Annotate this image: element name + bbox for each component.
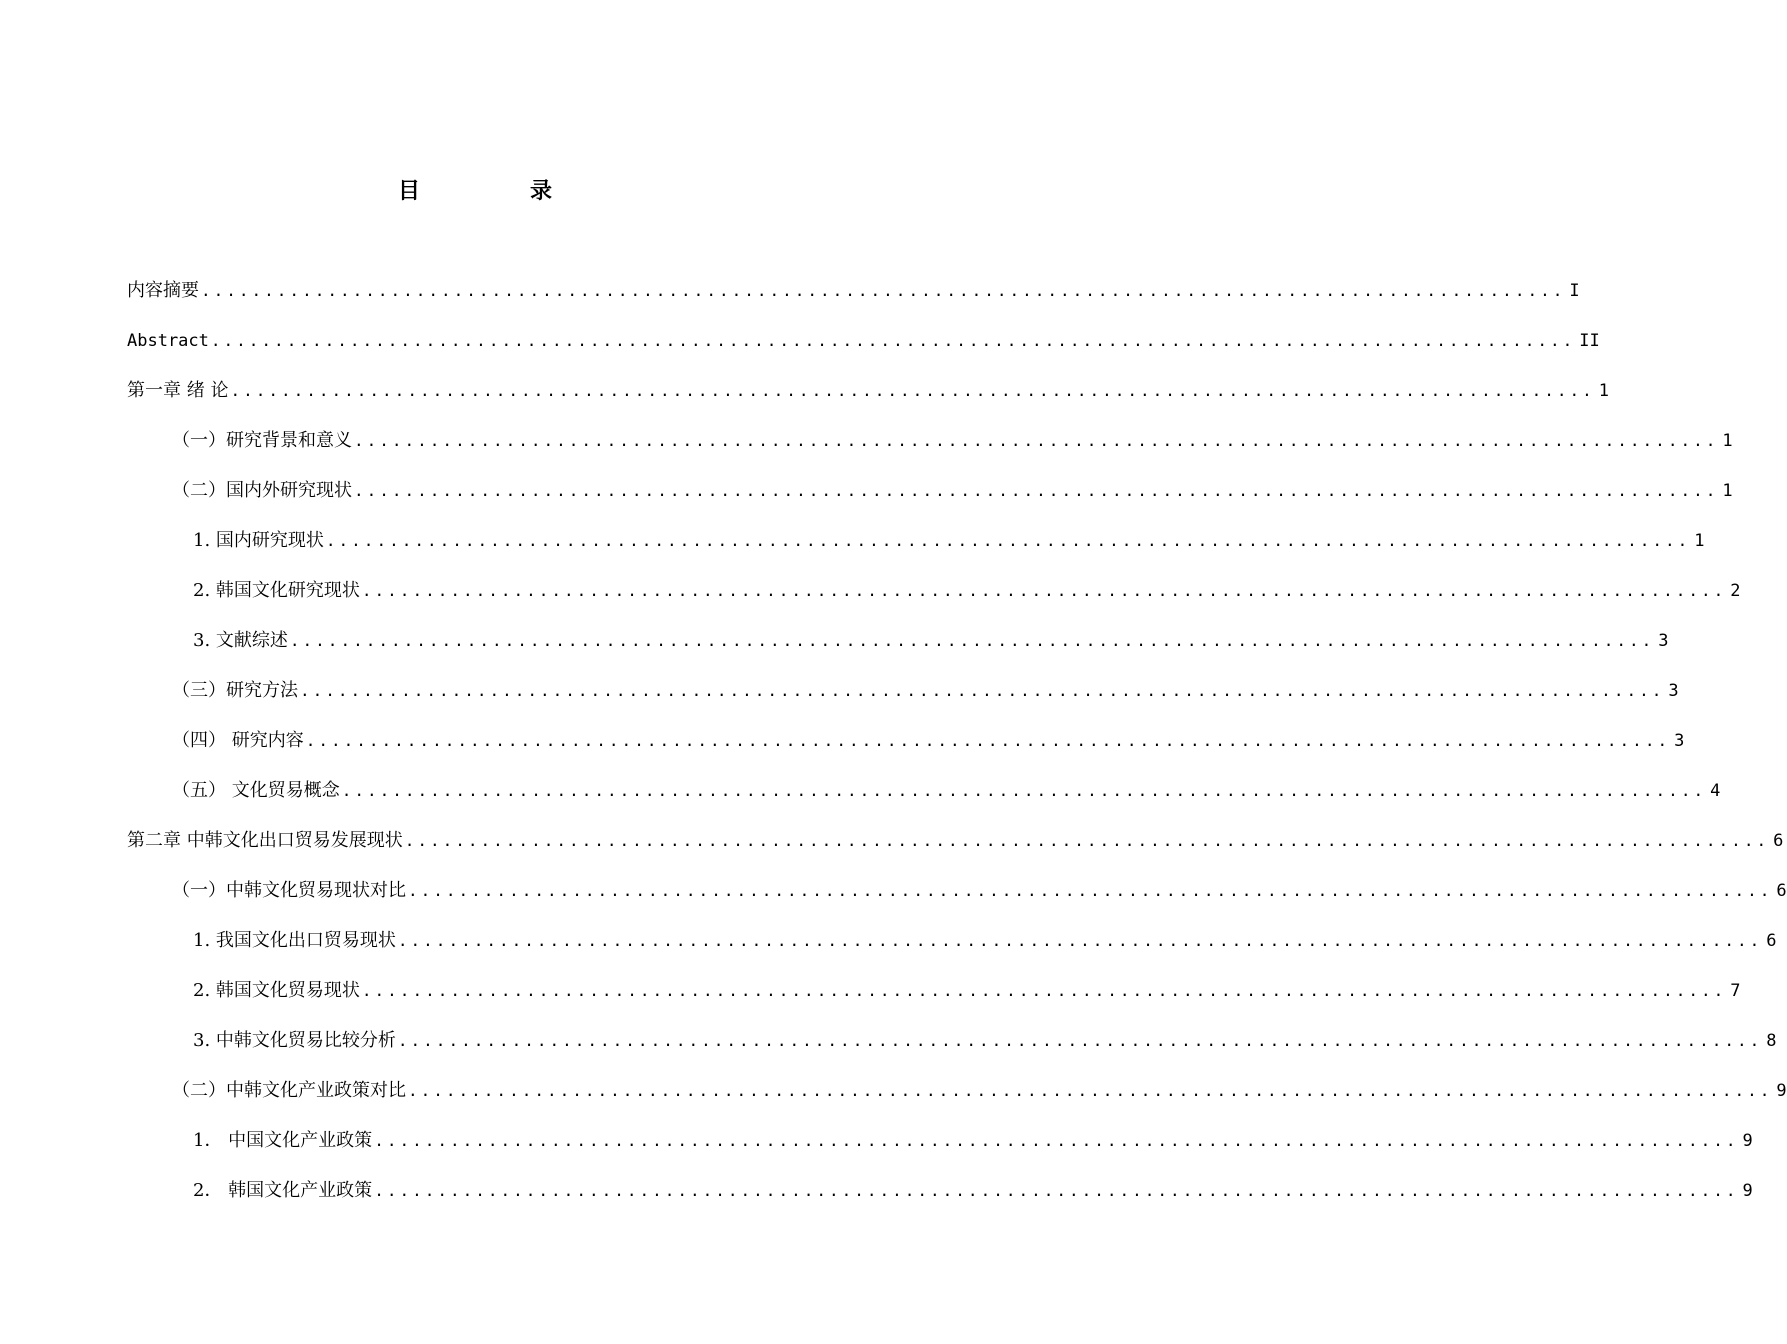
toc-entry-title: 3. 中韩文化贸易比较分析: [193, 1030, 396, 1051]
toc-entry-title: （五） 文化贸易概念: [172, 780, 340, 801]
toc-page-number: 1: [1722, 481, 1733, 501]
toc-entry-section-2-1[interactable]: [127, 875, 1787, 925]
toc-page-number: 3: [1674, 731, 1685, 751]
toc-leader: ............................................................................................................: [305, 731, 1671, 750]
toc-page-number: I: [1569, 281, 1580, 301]
toc-leader: ............................................................................................................: [361, 581, 1727, 600]
toc-leader: ............................................................................................................: [374, 1181, 1739, 1200]
toc-leader: ............................................................................................................: [397, 1031, 1763, 1050]
toc-entry-section-1-2[interactable]: [127, 475, 1733, 525]
toc-page-number: 7: [1730, 981, 1741, 1001]
toc-entry-subsection-2-1-3[interactable]: [127, 1025, 1777, 1075]
toc-leader: ............................................................................................................: [408, 881, 1773, 900]
toc-leader: ............................................................................................................: [397, 931, 1763, 950]
toc-entry-abstract-en[interactable]: [127, 325, 1600, 375]
toc-entry-title: （一）中韩文化贸易现状对比: [172, 880, 406, 901]
toc-entry-subsection-2-2-1[interactable]: [127, 1125, 1753, 1175]
toc-entry-subsection-1-2-1[interactable]: [127, 525, 1705, 575]
toc-page-number: 9: [1776, 1081, 1787, 1101]
toc-entry-title: 第一章 绪 论: [127, 380, 229, 401]
table-of-contents: [127, 275, 1787, 1225]
toc-entry-title: 1． 中国文化产业政策: [193, 1130, 373, 1151]
toc-page-number: 6: [1776, 881, 1787, 901]
toc-entry-section-2-2[interactable]: [127, 1075, 1787, 1125]
toc-leader: ............................................................................................................: [374, 1131, 1739, 1150]
toc-leader: ............................................................................................................: [361, 981, 1727, 1000]
toc-page-number: 1: [1694, 531, 1705, 551]
toc-entry-title: 第二章 中韩文化出口贸易发展现状: [127, 830, 403, 851]
toc-leader: ............................................................................................................: [201, 281, 1566, 300]
toc-page-number: 6: [1773, 831, 1784, 851]
toc-leader: ............................................................................................................: [354, 431, 1719, 450]
page-title: 目 录: [397, 179, 596, 204]
toc-entry-subsection-2-1-2[interactable]: [127, 975, 1741, 1025]
toc-leader: ............................................................................................................: [325, 531, 1691, 550]
toc-entry-title: 内容摘要: [127, 280, 199, 301]
toc-leader: ............................................................................................................: [404, 831, 1770, 850]
toc-entry-title: 1. 国内研究现状: [193, 530, 324, 551]
toc-entry-section-1-4[interactable]: [127, 725, 1685, 775]
toc-leader: ............................................................................................................: [289, 631, 1655, 650]
toc-page-number: 1: [1598, 381, 1610, 401]
toc-entry-title: （二）中韩文化产业政策对比: [172, 1080, 406, 1101]
toc-entry-title: Abstract: [127, 331, 209, 351]
toc-page-number: 9: [1742, 1181, 1753, 1201]
toc-entry-chapter-2[interactable]: [127, 825, 1784, 875]
toc-entry-section-1-1[interactable]: [127, 425, 1733, 475]
toc-page-number: 1: [1722, 431, 1733, 451]
toc-entry-title: （四） 研究内容: [172, 730, 304, 751]
toc-page-number: 3: [1668, 681, 1679, 701]
toc-entry-subsection-1-2-2[interactable]: [127, 575, 1741, 625]
toc-entry-section-1-5[interactable]: [127, 775, 1721, 825]
toc-page-number: 8: [1766, 1031, 1777, 1051]
toc-page-number: II: [1579, 331, 1600, 351]
toc-entry-chapter-1[interactable]: [127, 375, 1610, 425]
toc-entry-subsection-2-2-2[interactable]: [127, 1175, 1753, 1225]
toc-entry-title: 2． 韩国文化产业政策: [193, 1180, 373, 1201]
toc-entry-section-1-3[interactable]: [127, 675, 1679, 725]
toc-entry-title: 3. 文献综述: [193, 630, 288, 651]
toc-page-number: 3: [1658, 631, 1669, 651]
toc-leader: ............................................................................................................: [341, 781, 1707, 800]
toc-page-number: 9: [1742, 1131, 1753, 1151]
toc-entry-title: （三）研究方法: [172, 680, 298, 701]
toc-page-number: 6: [1766, 931, 1777, 951]
toc-entry-subsection-1-2-3[interactable]: [127, 625, 1669, 675]
toc-leader: ............................................................................................................: [408, 1081, 1773, 1100]
toc-entry-title: 1. 我国文化出口贸易现状: [193, 930, 396, 951]
toc-entry-title: （二）国内外研究现状: [172, 480, 352, 501]
toc-entry-title: 2. 韩国文化研究现状: [193, 580, 360, 601]
toc-page-number: 4: [1710, 781, 1721, 801]
toc-entry-subsection-2-1-1[interactable]: [127, 925, 1777, 975]
toc-leader: ............................................................................................................: [210, 331, 1576, 350]
toc-entry-title: 2. 韩国文化贸易现状: [193, 980, 360, 1001]
toc-entry-title: （一）研究背景和意义: [172, 430, 352, 451]
toc-leader: ............................................................................................................: [354, 481, 1719, 500]
toc-entry-abstract-cn[interactable]: [127, 275, 1580, 325]
toc-page-number: 2: [1730, 581, 1741, 601]
toc-leader: ............................................................................................................: [230, 381, 1595, 400]
toc-leader: ............................................................................................................: [300, 681, 1665, 700]
